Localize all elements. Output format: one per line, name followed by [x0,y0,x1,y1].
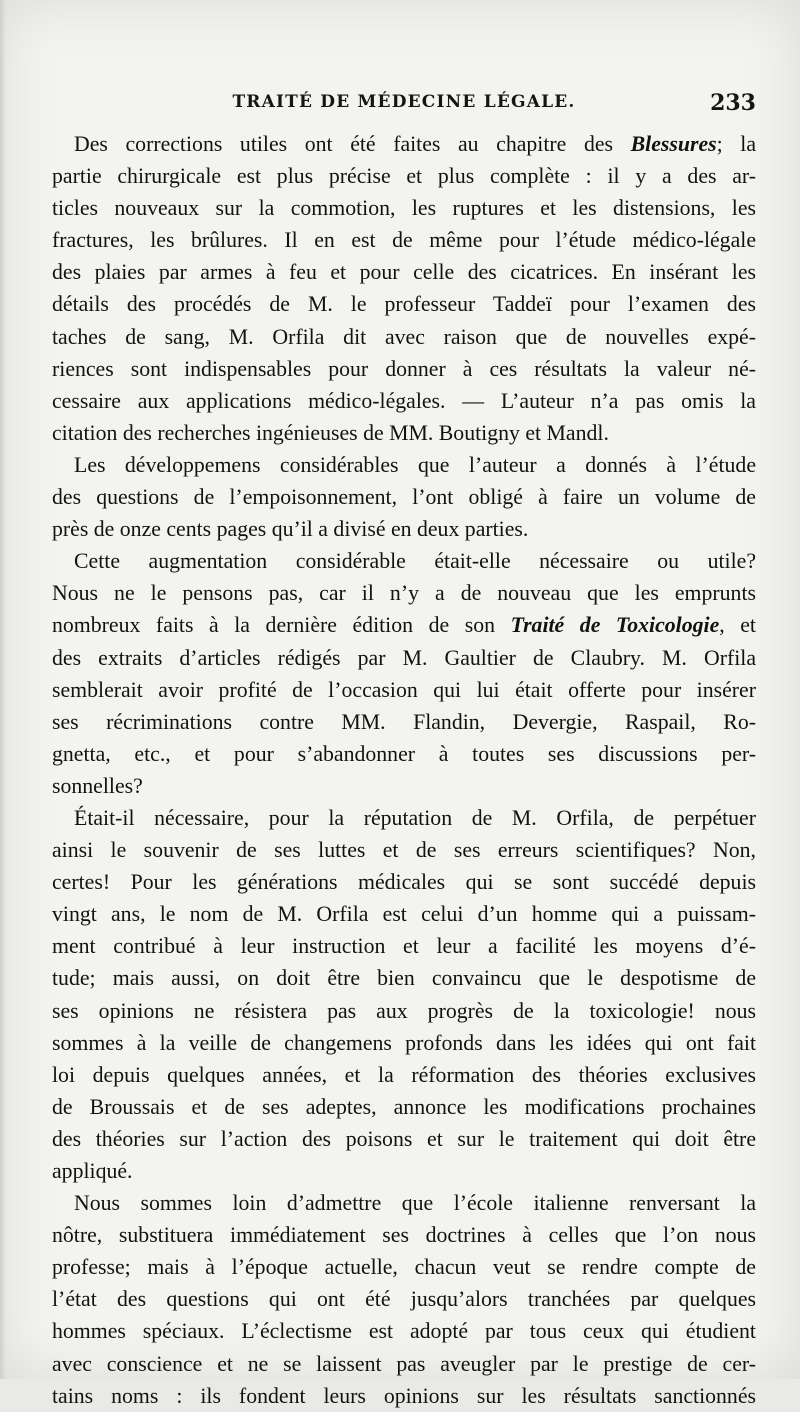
text-line: citation des recherches ingénieuses de MM. Boutigny et Mandl. [52,420,609,445]
text-line: ses récriminations contre MM. Flandin, Devergie, Raspail, Ro- [52,709,756,734]
text-line: semblerait avoir profité de l’occasion qui lui était offerte pour insérer [52,677,756,702]
text-line: ses opinions ne résistera pas aux progrès de la toxicologie! nous [52,998,756,1023]
text-segment: , et [719,613,756,638]
text-line: l’état des questions qui ont été jusqu’alors tranchées par quelques [52,1287,756,1312]
italic-term: Blessures [630,132,717,156]
text-line: certes! Pour les générations médicales qui se sont succédé depuis [52,870,756,895]
text-line: détails des procédés de M. le professeur Taddeï pour l’examen des [52,292,756,317]
text-line [52,128,756,160]
text-line: professe; mais à l’époque actuelle, chacun veut se rendre compte de [52,1255,756,1280]
text-line: appliqué. [52,1159,133,1183]
text-line: des théories sur l’action des poisons et sur le traitement qui doit être [52,1126,756,1151]
page-header [52,92,756,126]
text-line: tude; mais aussi, on doit être bien convaincu que le despotisme de [52,966,756,991]
text-line [52,609,756,641]
text-line: Cette augmentation considérable était-elle nécessaire ou utile? [74,549,756,574]
text-segment: nombreux faits à la dernière édition de son [52,613,495,638]
text-line: vingt ans, le nom de M. Orfila est celui d’un homme qui a puissam- [52,902,756,927]
text-line: nôtre, substituera immédiatement ses doctrines à celles que l’on nous [52,1223,756,1248]
text-line: hommes spéciaux. L’éclectisme est adopté par tous ceux qui étudient [52,1319,756,1344]
text-line: des plaies par armes à feu et pour celle des cicatrices. En insérant les [52,260,756,285]
text-line: cessaire aux applications médico-légales. — L’auteur n’a pas omis la [52,388,756,413]
text-line: de Broussais et de ses adeptes, annonce les modifications prochaines [52,1094,756,1119]
text-line: près de onze cents pages qu’il a divisé en deux parties. [52,517,529,542]
text-line: sommes à la veille de changemens profonds dans les idées qui ont fait [52,1030,756,1055]
text-line: ticles nouveaux sur la commotion, les ruptures et les distensions, les [52,196,756,221]
running-title: TRAITÉ DE MÉDECINE LÉGALE. [232,92,576,112]
text-line: des questions de l’empoisonnement, l’ont obligé à faire un volume de [52,485,756,510]
text-segment: ; la [716,132,756,156]
text-line: ment contribué à leur instruction et leur a facilité les moyens d’é- [52,934,756,959]
italic-title: Traité de Toxicologie [510,613,720,638]
text-line: avec conscience et ne se laissent pas aveugler par le prestige de cer- [52,1351,756,1376]
text-line: fractures, les brûlures. Il en est de même pour l’étude médico-légale [52,228,756,253]
text-line: Nous ne le pensons pas, car il n’y a de nouveau que les emprunts [52,581,756,606]
text-line: tains noms : ils fondent leurs opinions sur les résultats sanctionnés [52,1383,756,1408]
text-line: Nous sommes loin d’admettre que l’école italienne renversant la [74,1191,756,1216]
text-line: Les développemens considérables que l’auteur a donnés à l’étude [74,452,756,477]
text-line: loi depuis quelques années, et la réformation des théories exclusives [52,1062,756,1087]
text-line: ainsi le souvenir de ses luttes et de ses erreurs scientifiques? Non, [52,838,756,863]
scan-edge-shadow [0,0,6,1379]
page-number: 233 [710,90,756,116]
text-line: gnetta, etc., et pour s’abandonner à toutes ses discussions per- [52,741,756,766]
text-line: des extraits d’articles rédigés par M. Gaultier de Claubry. M. Orfila [52,645,756,670]
text-line: riences sont indispensables pour donner à ces résultats la valeur né- [52,356,756,381]
text-line: partie chirurgicale est plus précise et plus complète : il y a des ar- [52,164,756,189]
text-segment: Des corrections utiles ont été faites au chapitre des [74,132,613,156]
text-line: Était-il nécessaire, pour la réputation de M. Orfila, de perpétuer [74,805,756,830]
text-line: taches de sang, M. Orfila dit avec raison que de nouvelles expé- [52,324,756,349]
body-text [52,128,756,1412]
text-line: sonnelles? [52,773,143,798]
